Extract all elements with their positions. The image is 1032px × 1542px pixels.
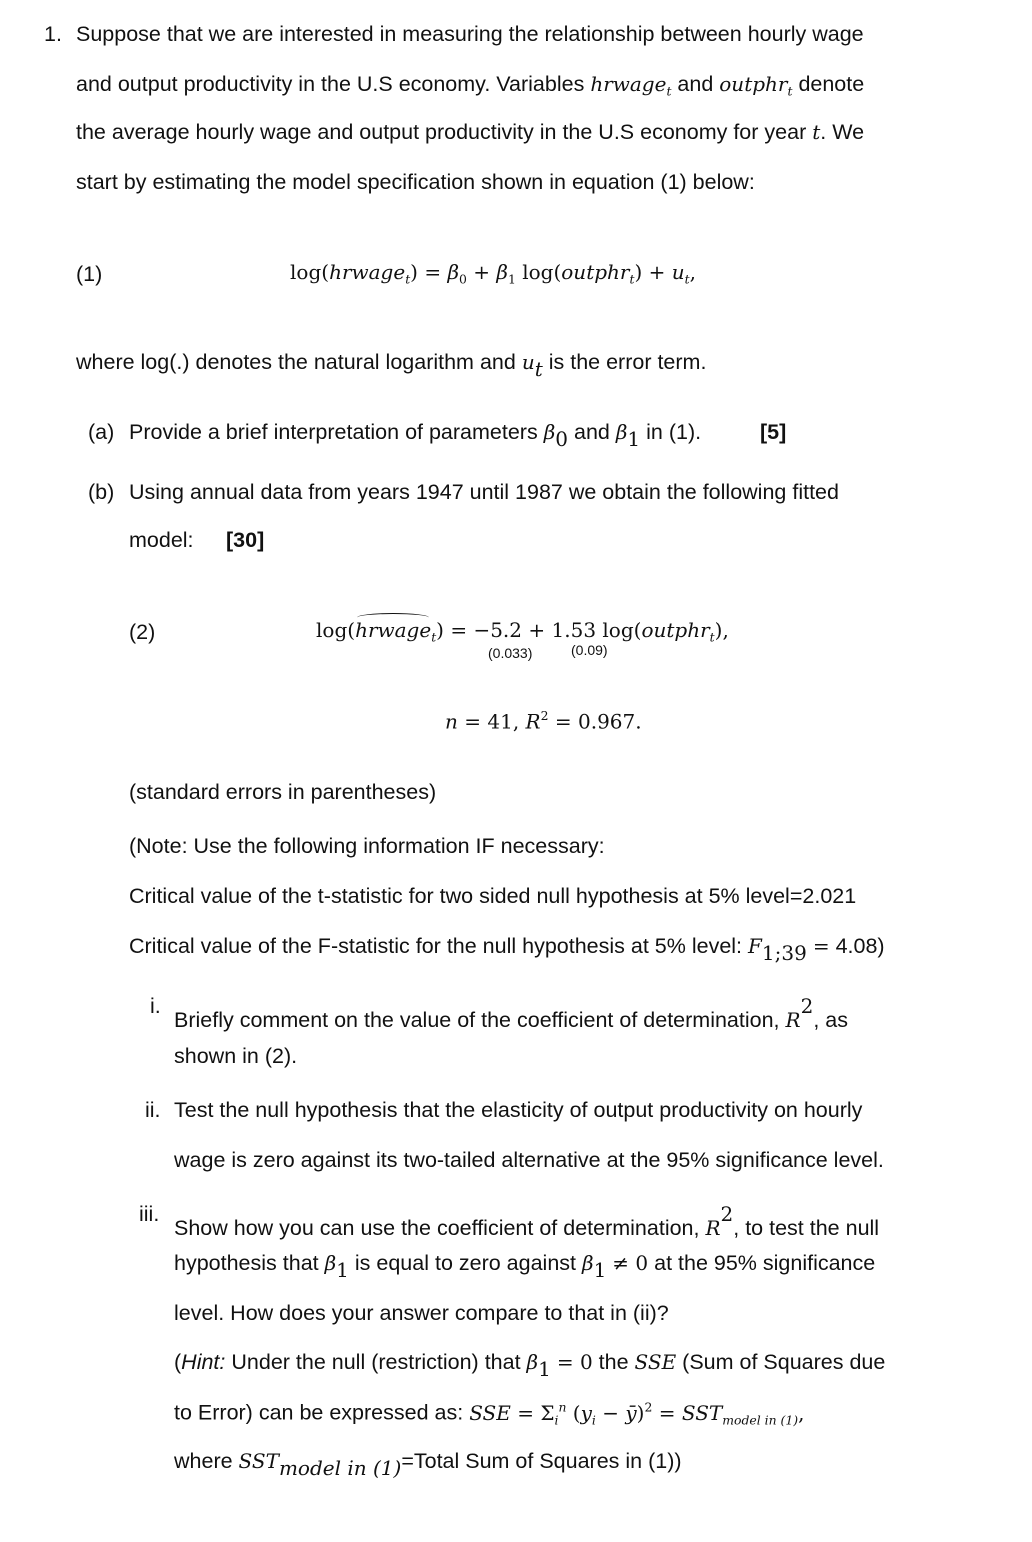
sub-ii-label: ii. (145, 1098, 161, 1122)
part-a-marks: [5] (760, 420, 787, 444)
note-intro: (Note: Use the following information IF necessary: (129, 834, 605, 858)
t-critical: Critical value of the t-statistic for two sided null hypothesis at 5% level=2.021 (129, 884, 857, 908)
question-number: 1. (44, 22, 62, 46)
part-a-label: (a) (88, 420, 115, 444)
sub-iii-label: iii. (139, 1202, 160, 1226)
intro-line-3: the average hourly wage and output productivity in the U.S economy for year t. We (76, 120, 865, 144)
sub-iii-text-3: level. How does your answer compare to that in (ii)? (174, 1301, 669, 1325)
intro-line-4: start by estimating the model specification shown in equation (1) below: (76, 170, 755, 194)
eq2-intercept: −5.2 (473, 618, 523, 642)
var-hrwage: hrwage$_t$ (590, 72, 672, 99)
se-slope: (0.09) (571, 642, 608, 658)
sub-iii-text-2: hypothesis that $\beta_1$ is equal to zero against $\beta_1 \ne 0$ at the 95% significance (174, 1251, 876, 1282)
f-critical: Critical value of the F-statistic for the null hypothesis at 5% level: $F_{1;39} = 4.08$) (129, 934, 885, 965)
hint-line-3: where $SST_{model in (1)}=Total$ Sum of Squares in (1)) (174, 1449, 682, 1480)
part-b-text-2: model: (129, 528, 194, 552)
sub-i-text-1: Briefly comment on the value of the coefficient of determination, $R^2$, as (174, 994, 848, 1032)
eq2-slope: 1.53 (551, 618, 597, 642)
equation-2-label: (2) (129, 620, 156, 644)
se-intercept: (0.033) (488, 645, 533, 661)
part-b-text-1: Using annual data from years 1947 until 1987 we obtain the following fitted (129, 480, 839, 504)
equation-1-label: (1) (76, 262, 103, 286)
part-b-marks: [30] (226, 528, 265, 552)
sample-stats: n = 41, $R^2 = 0.967$. (445, 708, 642, 734)
intro-line-1: Suppose that we are interested in measuring the relationship between hourly wage (76, 22, 864, 46)
part-a-text: Provide a brief interpretation of parameters $\beta_0$ and $\beta_1$ in (1). (129, 420, 702, 451)
sub-ii-text-2: wage is zero against its two-tailed alternative at the 95% significance level. (174, 1148, 884, 1172)
sub-i-label: i. (150, 994, 161, 1018)
var-outphr: outphr$_t$ (719, 72, 793, 99)
where-line: where log(.) denotes the natural logarithm and $u_t$ is the error term. (76, 350, 707, 381)
hint-line-1: (Hint: Under the null (restriction) that $\beta_1 = 0$ the SSE (Sum of Squares due (174, 1350, 886, 1381)
hint-line-2: to Error) can be expressed as: SSE = $\Sigma_i^n$ ($y_i$ − ȳ)$^2$ = $SST_{model in (1)}$, (174, 1399, 805, 1427)
equation-1: log(hrwage$_t$) = $\beta_0 + \beta_1$ log(outphr$_t$) + $u_t$, (290, 260, 696, 287)
part-b-label: (b) (88, 480, 115, 504)
se-note: (standard errors in parentheses) (129, 780, 437, 804)
sub-i-text-2: shown in (2). (174, 1044, 298, 1068)
equation-2: log(hrwage$_t$) = −5.2 + 1.53 log(outphr$_t$), (316, 618, 729, 645)
intro-line-2: and output productivity in the U.S economy. Variables hrwage$_t$ and outphr$_t$ denote (76, 72, 865, 99)
sub-iii-text-1: Show how you can use the coefficient of determination, $R^2$, to test the null (174, 1202, 880, 1240)
sub-ii-text-1: Test the null hypothesis that the elasticity of output productivity on hourly (174, 1098, 863, 1122)
